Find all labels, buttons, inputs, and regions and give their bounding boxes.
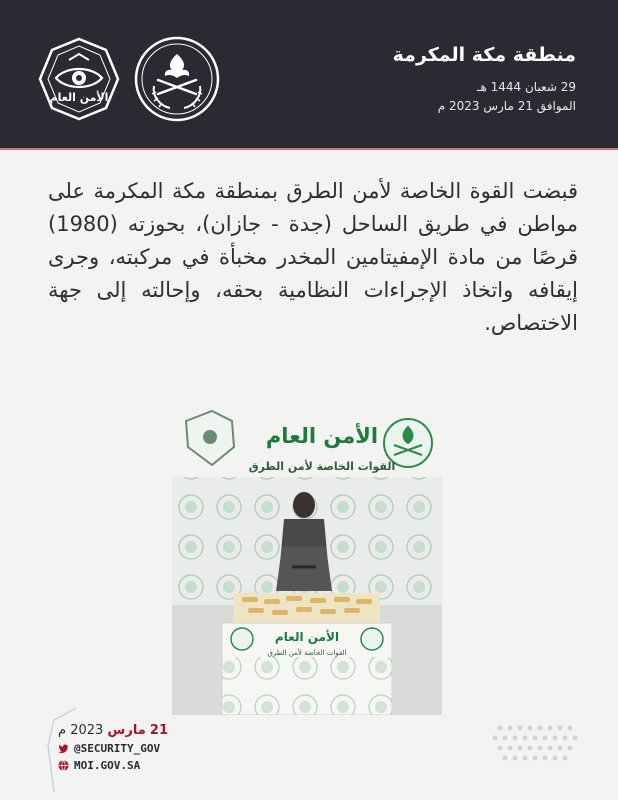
website-link[interactable] [58, 757, 160, 774]
twitter-icon [58, 743, 69, 754]
globe-icon [58, 760, 69, 771]
footer-date-day: 21 [149, 723, 169, 738]
photo-banner-title: الأمن العام [265, 424, 379, 448]
arrest-photo [172, 407, 442, 715]
twitter-handle: @SECURITY_GOV [74, 742, 161, 755]
article-body: قبضت القوة الخاصة لأمن الطرق بمنطقة مكة المكرمة على مواطن في طريق الساحل (جدة - جازان)، بحوزته (1980) قرصًا من مادة الإمفيتامين المخدر مخبأة في مركبته، وجرى إيقافه واتخاذ الإجراءات النظامية بحقه، وإحالته إلى جهة الاختصاص. [48, 179, 578, 335]
photo-table-title: الأمن العام [274, 630, 340, 644]
website-url: MOI.GOV.SA [74, 759, 141, 772]
social-links [58, 740, 160, 774]
public-security-logo [36, 36, 122, 122]
twitter-link[interactable] [58, 740, 160, 757]
region-title: منطقة مكة المكرمة [392, 44, 576, 66]
security-logo-text: الأمن العام [49, 91, 109, 104]
decorative-dot-grid-icon [490, 722, 580, 766]
photo-table-subtitle: القوات الخاصة لأمن الطرق [267, 649, 347, 657]
footer-date-year: 2023 م [58, 723, 104, 738]
saudi-emblem-logo [134, 36, 220, 122]
photo-banner-subtitle: القوات الخاصة لأمن الطرق [248, 460, 396, 473]
footer-date-month: مارس [107, 723, 146, 738]
header-divider [0, 148, 618, 150]
footer-date [58, 723, 168, 738]
gregorian-date: الموافق 21 مارس 2023 م [437, 99, 576, 113]
hijri-date: 29 شعبان 1444 هـ [476, 80, 576, 94]
